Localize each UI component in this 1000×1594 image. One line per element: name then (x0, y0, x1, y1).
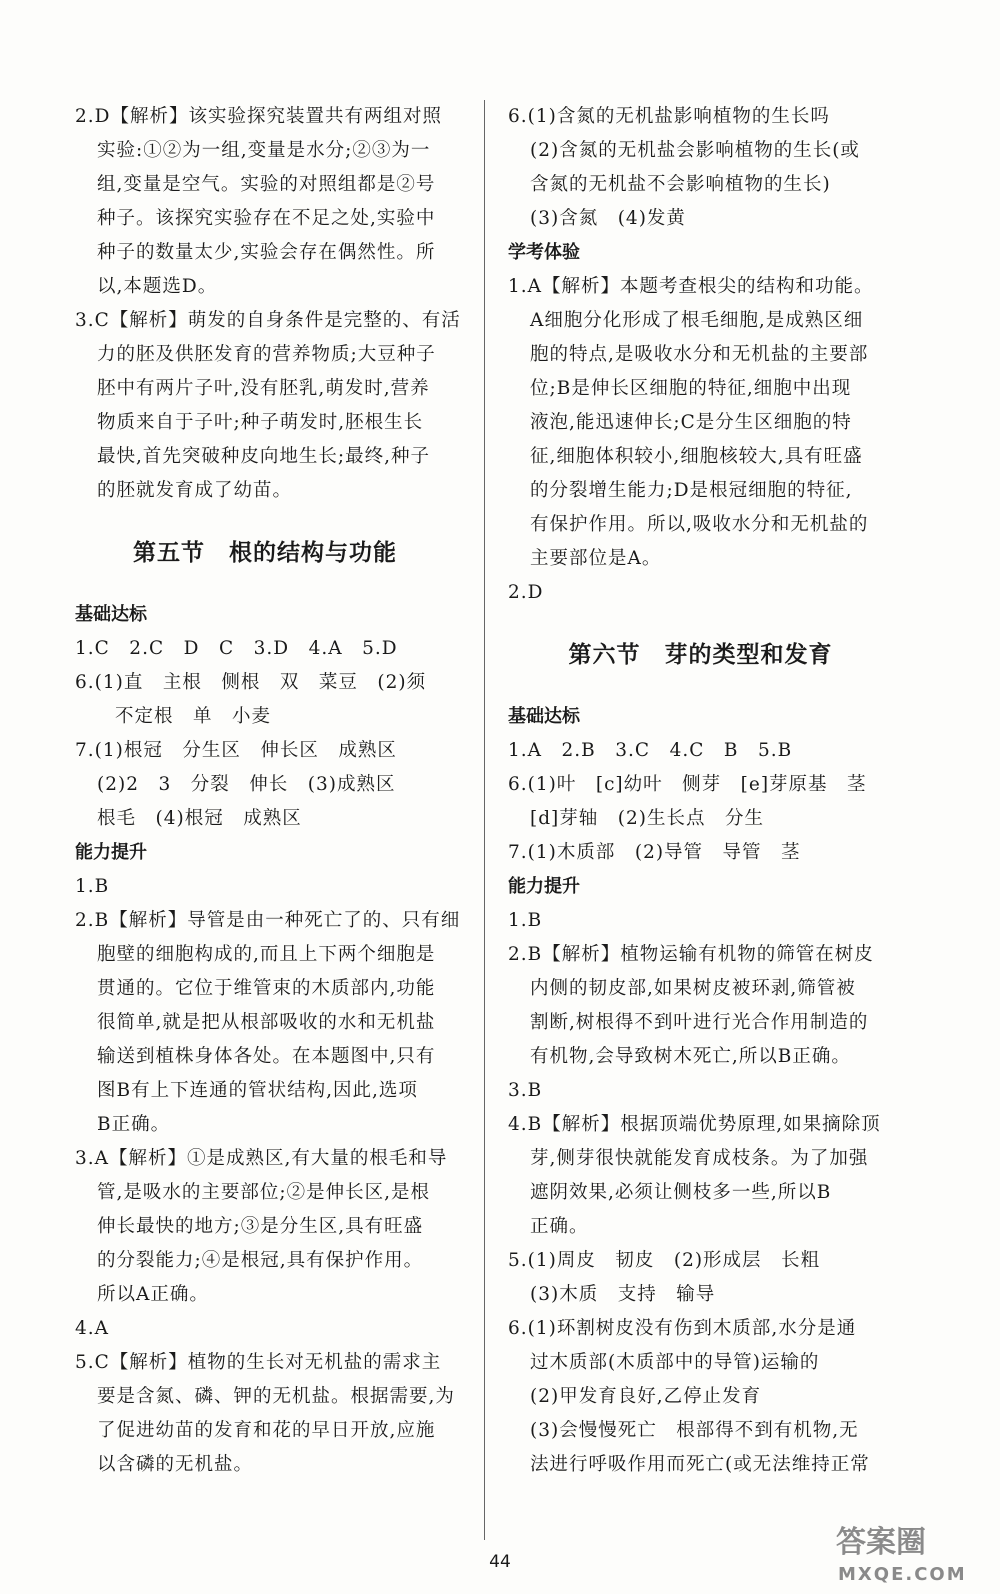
text-line: 2.B【解析】植物运输有机物的筛管在树皮 (508, 944, 874, 965)
text-line: 所以A正确。 (97, 1284, 209, 1305)
text-line: 6.(1)含氮的无机盐影响植物的生长吗 (508, 106, 830, 127)
text-line: 1.B (75, 876, 110, 897)
text-line: 遮阴效果,必须让侧枝多一些,所以B (530, 1182, 832, 1203)
text-line: 力的胚及供胚发育的营养物质;大豆种子 (97, 344, 436, 365)
text-line: 的胚就发育成了幼苗。 (97, 480, 293, 501)
text-line: 3.C【解析】萌发的自身条件是完整的、有活 (75, 310, 461, 331)
text-line: 主要部位是A。 (530, 548, 662, 569)
text-line: 6.(1)叶 [c]幼叶 侧芽 [e]芽原基 茎 (508, 774, 867, 795)
text-line: 贯通的。它位于维管束的木质部内,功能 (97, 978, 436, 999)
text-line: 最快,首先突破种皮向地生长;最终,种子 (97, 446, 430, 467)
text-line: 过木质部(木质部中的导管)运输的 (530, 1352, 820, 1373)
text-line: 管,是吸水的主要部位;②是伸长区,是根 (97, 1182, 430, 1203)
text-line: A细胞分化形成了根毛细胞,是成熟区细 (530, 310, 864, 331)
text-line: 胞壁的细胞构成的,而且上下两个细胞是 (97, 944, 436, 965)
text-line: (2)2 3 分裂 伸长 (3)成熟区 (97, 774, 396, 795)
text-line: 有保护作用。所以,吸收水分和无机盐的 (530, 514, 869, 535)
text-line: 7.(1)根冠 分生区 伸长区 成熟区 (75, 740, 397, 761)
text-line: 6.(1)环割树皮没有伤到木质部,水分是通 (508, 1318, 857, 1339)
text-line: 4.B【解析】根据顶端优势原理,如果摘除顶 (508, 1114, 881, 1135)
text-line: 3.B (508, 1080, 543, 1101)
text-line: 组,变量是空气。实验的对照组都是②号 (97, 174, 436, 195)
text-line: 1.B (508, 910, 543, 931)
subsection-heading: 能力提升 (508, 876, 580, 897)
text-line: (3)会慢慢死亡 根部得不到有机物,无 (530, 1420, 859, 1441)
text-line: (2)甲发育良好,乙停止发育 (530, 1386, 762, 1407)
text-line: 不定根 单 小麦 (115, 706, 272, 727)
subsection-heading: 基础达标 (508, 706, 580, 727)
subsection-heading: 基础达标 (75, 604, 147, 625)
text-line: 伸长最快的地方;③是分生区,具有旺盛 (97, 1216, 424, 1237)
text-line: 以含磷的无机盐。 (97, 1454, 254, 1475)
section-title: 第六节 芽的类型和发育 (568, 641, 833, 668)
text-line: (2)含氮的无机盐会影响植物的生长(或 (530, 140, 860, 161)
right-column (508, 100, 893, 1482)
text-line: 图B有上下连通的管状结构,因此,选项 (97, 1080, 418, 1101)
text-line: 1.A 2.B 3.C 4.C B 5.B (508, 740, 793, 761)
text-line: 了促进幼苗的发育和花的早日开放,应施 (97, 1420, 436, 1441)
text-line: (3)木质 支持 输导 (530, 1284, 716, 1305)
text-line: 胚中有两片子叶,没有胚乳,萌发时,营养 (97, 378, 430, 399)
text-line: 的分裂能力;④是根冠,具有保护作用。 (97, 1250, 424, 1271)
watermark-main: 答案圈 (836, 1525, 926, 1560)
text-line: 液泡,能迅速伸长;C是分生区细胞的特 (530, 412, 852, 433)
text-line: 有机物,会导致树木死亡,所以B正确。 (530, 1046, 851, 1067)
watermark-logo (828, 1518, 978, 1588)
watermark-sub: MXQE.COM (838, 1564, 967, 1585)
text-line: 位;B是伸长区细胞的特征,细胞中出现 (530, 378, 852, 399)
subsection-heading: 能力提升 (75, 842, 147, 863)
text-line: 7.(1)木质部 (2)导管 导管 茎 (508, 842, 801, 863)
section-title: 第五节 根的结构与功能 (133, 539, 397, 566)
text-line: [d]芽轴 (2)生长点 分生 (530, 808, 764, 829)
text-line: 要是含氮、磷、钾的无机盐。根据需要,为 (97, 1386, 455, 1407)
text-line: 征,细胞体积较小,细胞核较大,具有旺盛 (530, 446, 863, 467)
text-line: 2.B【解析】导管是由一种死亡了的、只有细 (75, 910, 461, 931)
text-line: 根毛 (4)根冠 成熟区 (97, 808, 302, 829)
text-line: 1.C 2.C D C 3.D 4.A 5.D (75, 638, 398, 659)
text-line: (3)含氮 (4)发黄 (530, 208, 686, 229)
text-line: 割断,树根得不到叶进行光合作用制造的 (530, 1012, 869, 1033)
text-line: B正确。 (97, 1114, 171, 1135)
left-column (75, 100, 461, 1482)
text-line: 含氮的无机盐不会影响植物的生长) (530, 174, 831, 195)
text-line: 内侧的韧皮部,如果树皮被环剥,筛管被 (530, 978, 856, 999)
text-line: 胞的特点,是吸收水分和无机盐的主要部 (530, 344, 869, 365)
text-line: 的分裂增生能力;D是根冠细胞的特征, (530, 480, 853, 501)
text-line: 6.(1)直 主根 侧根 双 菜豆 (2)须 (75, 672, 427, 693)
column-divider (484, 100, 485, 1540)
text-line: 3.A【解析】①是成熟区,有大量的根毛和导 (75, 1148, 448, 1169)
text-line: 以,本题选D。 (97, 276, 218, 297)
text-line: 种子的数量太少,实验会存在偶然性。所 (97, 242, 436, 263)
text-line: 物质来自于子叶;种子萌发时,胚根生长 (97, 412, 424, 433)
text-line: 正确。 (530, 1216, 589, 1237)
text-line: 输送到植株身体各处。在本题图中,只有 (97, 1046, 436, 1067)
text-line: 2.D【解析】该实验探究装置共有两组对照 (75, 106, 442, 127)
text-line: 5.(1)周皮 韧皮 (2)形成层 长粗 (508, 1250, 821, 1271)
text-line: 种子。该探究实验存在不足之处,实验中 (97, 208, 436, 229)
text-line: 2.D (508, 582, 544, 603)
subsection-heading: 学考体验 (508, 242, 580, 263)
text-line: 4.A (75, 1318, 110, 1339)
text-line: 芽,侧芽很快就能发育成枝条。为了加强 (530, 1148, 869, 1169)
text-line: 5.C【解析】植物的生长对无机盐的需求主 (75, 1352, 442, 1373)
text-line: 法进行呼吸作用而死亡(或无法维持正常 (530, 1454, 870, 1475)
text-line: 实验:①②为一组,变量是水分;②③为一 (97, 140, 431, 161)
text-line: 很简单,就是把从根部吸收的水和无机盐 (97, 1012, 436, 1033)
text-line: 1.A【解析】本题考查根尖的结构和功能。 (508, 276, 874, 297)
page-number: 44 (489, 1552, 511, 1572)
